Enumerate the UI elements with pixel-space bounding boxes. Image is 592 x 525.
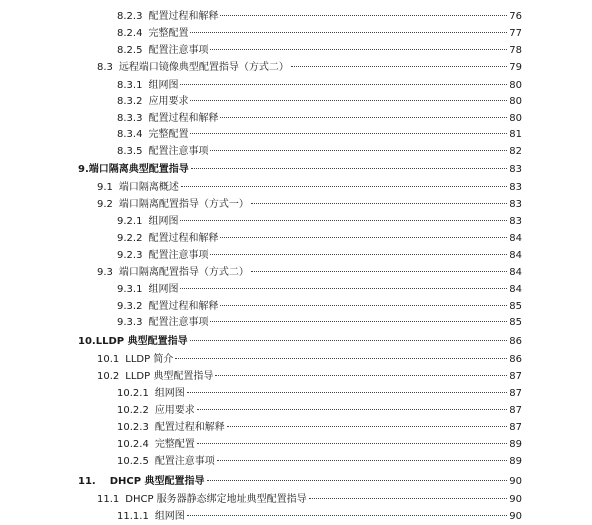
toc-entry[interactable] (97, 197, 522, 213)
toc-entry-number: 8.3.4 (117, 129, 143, 140)
toc-entry-page: 76 (509, 11, 522, 22)
toc-entry-title: 组网图 (154, 511, 185, 522)
toc-dot-leader (210, 254, 507, 255)
toc-entry-number: 8.2.5 (117, 45, 143, 56)
toc-entry-page: 78 (509, 45, 522, 56)
toc-entry-page: 83 (509, 164, 522, 175)
toc-entry[interactable] (97, 369, 522, 385)
toc-entry-page: 86 (509, 336, 522, 347)
toc-entry[interactable] (117, 43, 522, 59)
toc-entry-page: 90 (509, 476, 522, 487)
toc-entry-page: 87 (509, 422, 522, 433)
toc-entry-title: 组网图 (154, 388, 185, 399)
toc-entry-number: 10. (78, 336, 96, 347)
toc-dot-leader (215, 375, 507, 376)
toc-entry-page: 84 (509, 250, 522, 261)
toc-dot-leader (210, 321, 507, 322)
toc-entry-title: 端口隔离配置指导（方式二） (118, 267, 249, 278)
toc-entry-title: 端口隔离概述 (118, 182, 179, 193)
toc-entry[interactable] (117, 26, 522, 42)
toc-entry[interactable] (78, 162, 522, 178)
toc-dot-leader (180, 288, 507, 289)
toc-entry-title: 端口隔离配置指导（方式一） (118, 199, 249, 210)
toc-entry-page: 85 (509, 301, 522, 312)
toc-entry-title: 配置过程和解释 (148, 233, 219, 244)
toc-entry-number: 8.3.3 (117, 113, 143, 124)
toc-entry[interactable] (117, 437, 522, 453)
toc-entry-title: 配置过程和解释 (148, 301, 219, 312)
toc-entry-number: 11.1.1 (117, 511, 149, 522)
toc-entry-number: 10.1 (97, 354, 120, 365)
toc-entry-page: 90 (509, 511, 522, 522)
toc-dot-leader (210, 150, 507, 151)
toc-entry-title: 组网图 (148, 80, 179, 91)
toc-entry-page: 85 (509, 317, 522, 328)
toc-entry[interactable] (117, 386, 522, 402)
toc-entry-page: 79 (509, 62, 522, 73)
toc-entry-title: 端口隔离典型配置指导 (88, 164, 189, 175)
toc-entry-number: 10.2.5 (117, 456, 149, 467)
toc-entry[interactable] (117, 299, 522, 315)
toc-entry[interactable] (117, 315, 522, 331)
toc-dot-leader (251, 203, 507, 204)
toc-dot-leader (309, 498, 508, 499)
toc-entry-page: 84 (509, 233, 522, 244)
toc-entry-number: 9.3 (97, 267, 113, 278)
toc-entry-number: 11. (78, 476, 96, 487)
toc-entry[interactable] (97, 492, 522, 508)
toc-entry-page: 83 (509, 182, 522, 193)
toc-entry-page: 89 (509, 456, 522, 467)
toc-dot-leader (220, 15, 507, 16)
toc-entry-title: LLDP 典型配置指导 (125, 371, 214, 382)
toc-entry[interactable] (117, 454, 522, 470)
toc-dot-leader (180, 220, 507, 221)
toc-entry-number: 10.2.2 (117, 405, 149, 416)
toc-entry-number: 10.2 (97, 371, 120, 382)
toc-entry-title: 配置注意事项 (148, 146, 209, 157)
toc-entry[interactable] (78, 474, 522, 490)
toc-entry-title: 配置注意事项 (148, 317, 209, 328)
toc-entry[interactable] (97, 180, 522, 196)
toc-entry-number: 9.2.1 (117, 216, 143, 227)
toc-entry-title: 远程端口镜像典型配置指导（方式二） (118, 62, 289, 73)
toc-entry-title: 组网图 (148, 284, 179, 295)
toc-entry-number: 9.3.2 (117, 301, 143, 312)
toc-entry-page: 90 (509, 494, 522, 505)
toc-dot-leader (190, 133, 507, 134)
toc-dot-leader (190, 340, 508, 341)
toc-entry-page: 87 (509, 388, 522, 399)
toc-entry-number: 9.1 (97, 182, 113, 193)
toc-entry-number: 11.1 (97, 494, 120, 505)
toc-entry[interactable] (117, 214, 522, 230)
toc-entry[interactable] (78, 334, 522, 350)
toc-entry-title: DHCP 典型配置指导 (109, 476, 205, 487)
toc-entry-title: LLDP 典型配置指导 (95, 336, 188, 347)
toc-dot-leader (187, 392, 507, 393)
toc-entry[interactable] (117, 111, 522, 127)
toc-entry[interactable] (117, 248, 522, 264)
toc-entry-title: DHCP 服务器静态绑定地址典型配置指导 (125, 494, 307, 505)
toc-entry[interactable] (117, 282, 522, 298)
toc-entry-title: 组网图 (148, 216, 179, 227)
toc-entry-number: 8.3.1 (117, 80, 143, 91)
toc-dot-leader (197, 443, 507, 444)
toc-dot-leader (190, 32, 507, 33)
toc-dot-leader (207, 480, 508, 481)
toc-entry-page: 80 (509, 96, 522, 107)
toc-entry-number: 8.2.3 (117, 11, 143, 22)
toc-entry-page: 84 (509, 284, 522, 295)
toc-entry[interactable] (117, 403, 522, 419)
toc-entry[interactable] (117, 94, 522, 110)
toc-entry[interactable] (117, 231, 522, 247)
toc-entry-page: 80 (509, 113, 522, 124)
toc-dot-leader (291, 66, 507, 67)
toc-dot-leader (227, 426, 507, 427)
toc-entry-number: 9. (78, 164, 89, 175)
toc-entry-number: 9.2.2 (117, 233, 143, 244)
toc-entry-title: 配置过程和解释 (148, 113, 219, 124)
toc-entry[interactable] (117, 420, 522, 436)
toc-entry[interactable] (117, 144, 522, 160)
toc-dot-leader (251, 271, 507, 272)
toc-dot-leader (220, 305, 507, 306)
toc-dot-leader (217, 460, 507, 461)
toc-entry-page: 87 (509, 405, 522, 416)
toc-dot-leader (190, 100, 507, 101)
toc-dot-leader (180, 84, 507, 85)
toc-entry[interactable] (117, 509, 522, 525)
toc-entry-number: 9.3.3 (117, 317, 143, 328)
toc-entry-number: 8.3 (97, 62, 113, 73)
toc-entry-page: 83 (509, 199, 522, 210)
toc-entry-title: 配置过程和解释 (148, 11, 219, 22)
toc-entry-title: 应用要求 (148, 96, 189, 107)
toc-entry-page: 81 (509, 129, 522, 140)
toc-entry-page: 83 (509, 216, 522, 227)
toc-entry-title: 完整配置 (148, 129, 189, 140)
toc-entry-title: 配置注意事项 (148, 250, 209, 261)
toc-entry-number: 10.2.1 (117, 388, 149, 399)
toc-entry-page: 89 (509, 439, 522, 450)
toc-entry-number: 9.2.3 (117, 250, 143, 261)
toc-entry[interactable] (97, 60, 522, 76)
toc-entry-page: 80 (509, 80, 522, 91)
toc-dot-leader (175, 358, 507, 359)
toc-entry-title: 配置过程和解释 (154, 422, 225, 433)
toc-entry-title: 配置注意事项 (148, 45, 209, 56)
toc-entry-title: LLDP 简介 (125, 354, 174, 365)
toc-dot-leader (197, 409, 507, 410)
toc-entry-page: 86 (509, 354, 522, 365)
toc-entry-number: 9.2 (97, 199, 113, 210)
toc-entry-title: 完整配置 (154, 439, 195, 450)
toc-entry-number: 8.3.5 (117, 146, 143, 157)
toc-entry-number: 10.2.4 (117, 439, 149, 450)
toc-entry-number: 8.3.2 (117, 96, 143, 107)
toc-dot-leader (210, 49, 507, 50)
toc-dot-leader (220, 237, 507, 238)
toc-entry[interactable] (97, 352, 522, 368)
toc-entry-page: 84 (509, 267, 522, 278)
toc-entry-number: 9.3.1 (117, 284, 143, 295)
toc-entry[interactable] (97, 265, 522, 281)
toc-entry-number: 10.2.3 (117, 422, 149, 433)
toc-entry[interactable] (117, 78, 522, 94)
toc-entry-number: 8.2.4 (117, 28, 143, 39)
toc-dot-leader (181, 186, 507, 187)
toc-dot-leader (191, 168, 508, 169)
toc-entry-title: 完整配置 (148, 28, 189, 39)
toc-entry-title: 配置注意事项 (154, 456, 215, 467)
toc-entry[interactable] (117, 9, 522, 25)
toc-entry-page: 77 (509, 28, 522, 39)
toc-entry-title: 应用要求 (154, 405, 195, 416)
toc-entry-page: 87 (509, 371, 522, 382)
toc-entry-page: 82 (509, 146, 522, 157)
toc-dot-leader (220, 117, 507, 118)
toc-entry[interactable] (117, 127, 522, 143)
